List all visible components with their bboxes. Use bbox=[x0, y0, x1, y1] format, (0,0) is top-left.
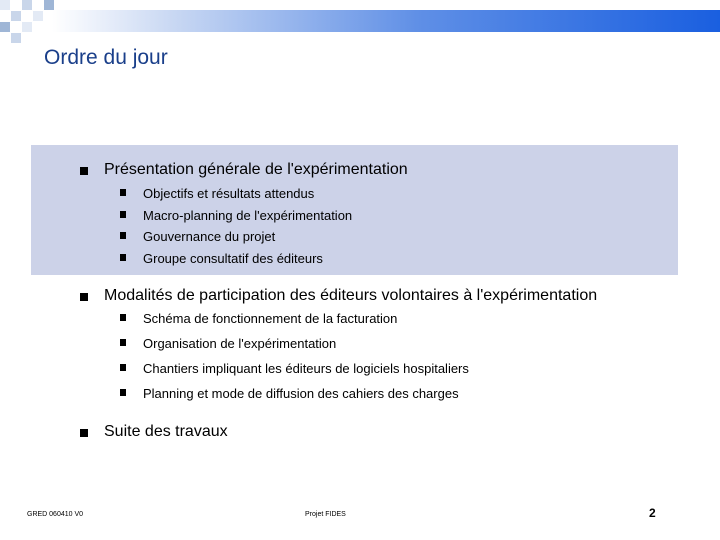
footer-project: Projet FIDES bbox=[305, 511, 346, 518]
list-item: Organisation de l'expérimentation bbox=[143, 336, 337, 351]
section-heading: Suite des travaux bbox=[104, 423, 228, 440]
list-item: Chantiers impliquant les éditeurs de logiciels hospitaliers bbox=[143, 361, 469, 376]
decor-square bbox=[44, 0, 54, 10]
sub-bullet-icon bbox=[120, 189, 126, 196]
sub-bullet-icon bbox=[120, 314, 126, 321]
decor-square bbox=[11, 11, 21, 21]
decor-square bbox=[11, 33, 21, 43]
main-bullet-icon bbox=[80, 167, 88, 175]
footer-reference: GRED 060410 V0 bbox=[27, 511, 84, 518]
page-title: Ordre du jour bbox=[44, 46, 168, 69]
sub-bullet-icon bbox=[120, 211, 126, 218]
banner-gradient-bar bbox=[52, 10, 720, 32]
section-heading: Présentation générale de l'expérimentation bbox=[104, 161, 408, 178]
section-heading: Modalités de participation des éditeurs volontaires à l'expérimentation bbox=[104, 287, 598, 304]
list-item: Groupe consultatif des éditeurs bbox=[143, 251, 323, 266]
list-item: Macro-planning de l'expérimentation bbox=[143, 208, 353, 223]
list-item: Objectifs et résultats attendus bbox=[143, 186, 315, 201]
list-item: Schéma de fonctionnement de la facturation bbox=[143, 311, 398, 326]
sub-bullet-icon bbox=[120, 232, 126, 239]
page-number: 2 bbox=[649, 506, 656, 520]
sub-bullet-icon bbox=[120, 254, 126, 261]
sub-bullet-icon bbox=[120, 364, 126, 371]
sub-bullet-icon bbox=[120, 339, 126, 346]
decor-square bbox=[22, 22, 32, 32]
decor-square bbox=[0, 22, 10, 32]
decor-square bbox=[33, 11, 43, 21]
main-bullet-icon bbox=[80, 293, 88, 301]
decor-square bbox=[22, 0, 32, 10]
decor-square bbox=[0, 0, 10, 10]
list-item: Planning et mode de diffusion des cahiers des charges bbox=[143, 386, 459, 401]
header-banner bbox=[0, 0, 720, 44]
sub-bullet-icon bbox=[120, 389, 126, 396]
main-bullet-icon bbox=[80, 429, 88, 437]
list-item: Gouvernance du projet bbox=[143, 229, 276, 244]
